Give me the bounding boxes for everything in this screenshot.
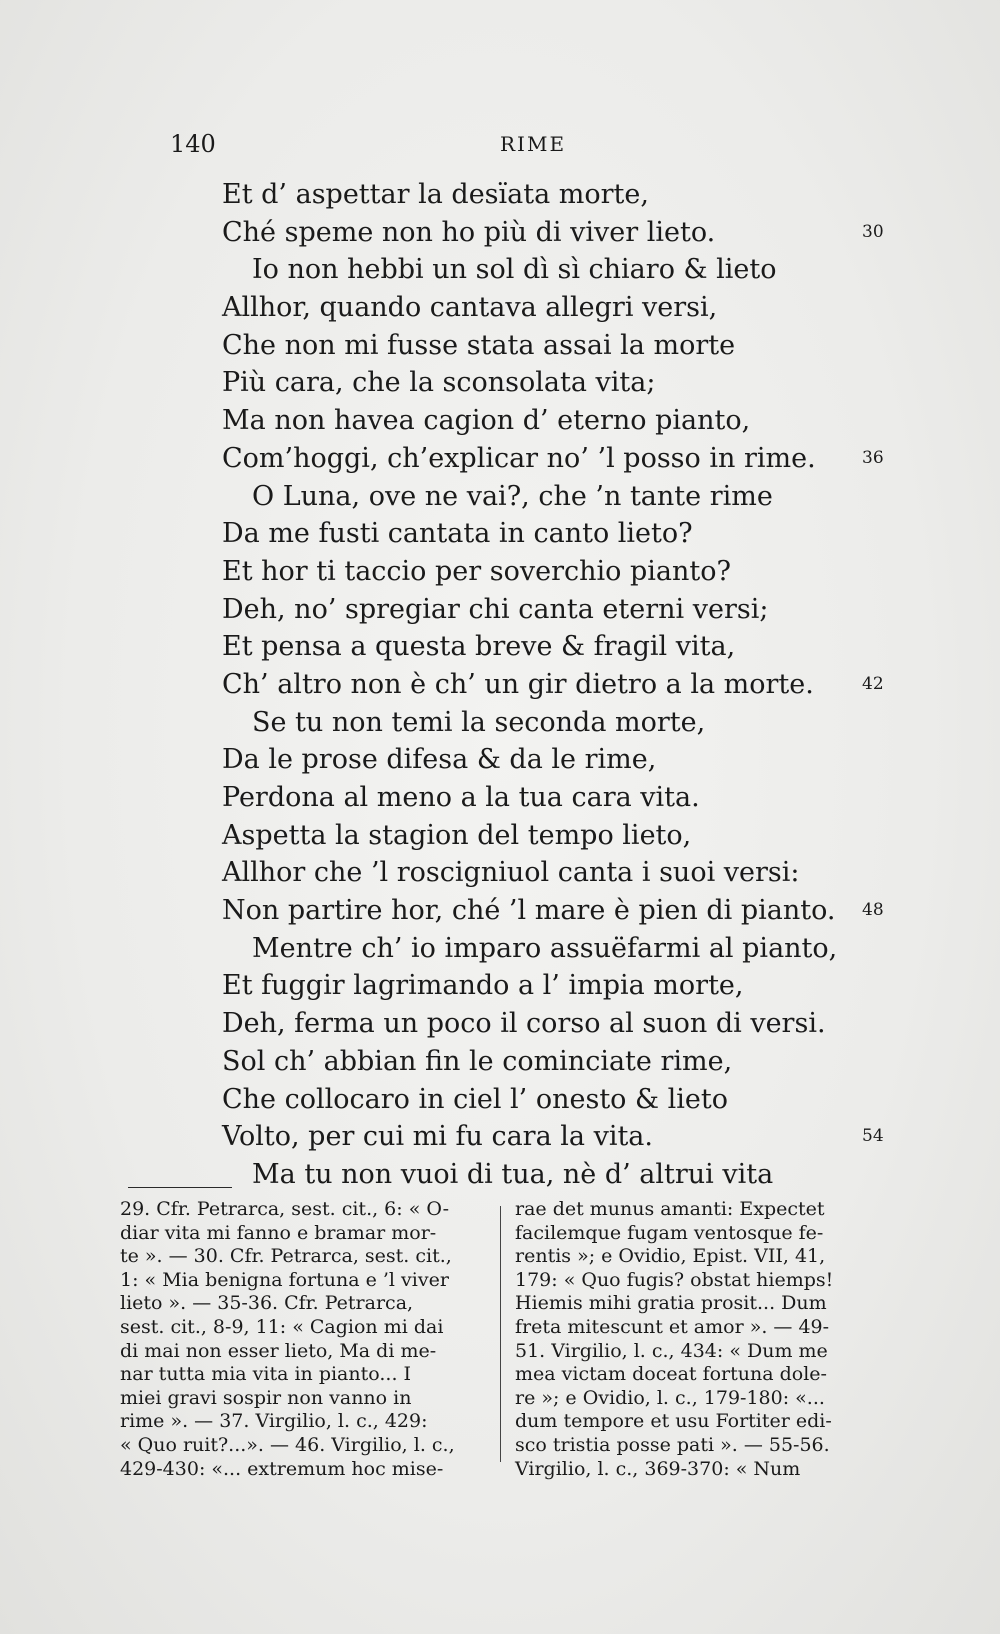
footnote-line: 1: « Mia benigna fortuna e ’l viver (120, 1268, 449, 1291)
verse-line (0, 176, 1000, 214)
verse-line (0, 402, 1000, 440)
verse-text: Com’hoggi, ch’explicar no’ ’l posso in rime. (222, 442, 816, 474)
footnote-line: dum tempore et usu Fortiter edi- (515, 1410, 832, 1433)
verse-text: Io non hebbi un sol dì sì chiaro & lieto (252, 254, 777, 286)
verse-text: Ché speme non ho più di viver lieto. (222, 216, 716, 248)
footnotes-left-column (120, 1198, 485, 1481)
verse-text: Non partire hor, ché ’l mare è pien di pianto. (222, 895, 836, 927)
verse-line (0, 666, 1000, 704)
verse-line (0, 364, 1000, 402)
page-number: 140 (170, 130, 216, 158)
verse-text: Et pensa a questa breve & fragil vita, (222, 631, 736, 663)
line-number: 42 (862, 673, 884, 694)
verse-line (0, 1005, 1000, 1043)
footnote-line: lieto ». — 35-36. Cfr. Petrarca, (120, 1292, 414, 1315)
verse-text: Ma tu non vuoi di tua, nè d’ altrui vita (252, 1158, 774, 1190)
verse-line (0, 1043, 1000, 1081)
verse-text: Aspetta la stagion del tempo lieto, (222, 819, 692, 851)
footnote-line: 179: « Quo fugis? obstat hiemps! (515, 1268, 834, 1291)
footnote-line: 51. Virgilio, l. c., 434: « Dum me (515, 1339, 828, 1362)
verse-text: Da le prose difesa & da le rime, (222, 744, 657, 776)
verse-line (0, 591, 1000, 629)
footnote-rule (128, 1187, 232, 1188)
verse-text: Che collocaro in ciel l’ onesto & lieto (222, 1083, 728, 1115)
verse-text: Più cara, che la sconsolata vita; (222, 367, 656, 399)
verse-text: Allhor, quando cantava allegri versi, (222, 292, 718, 324)
verse-line (0, 967, 1000, 1005)
footnote-line: freta mitescunt et amor ». — 49- (515, 1315, 830, 1338)
footnote-line: Hiemis mihi gratia prosit... Dum (515, 1292, 827, 1315)
verse-line (0, 289, 1000, 327)
verse-text: Et fuggir lagrimando a l’ impia morte, (222, 970, 744, 1002)
footnote-line: rae det munus amanti: Expectet (515, 1198, 825, 1220)
verse-text: Ma non havea cagion d’ eterno pianto, (222, 405, 751, 437)
verse-text: Ch’ altro non è ch’ un gir dietro a la morte. (222, 668, 814, 700)
footnotes-right-column (515, 1198, 880, 1481)
verse-line (0, 327, 1000, 365)
verse-text: Che non mi fusse stata assai la morte (222, 329, 736, 361)
verse-line (0, 251, 1000, 289)
verse-line (0, 892, 1000, 930)
verse-text: Allhor che ’l roscigniuol canta i suoi versi: (222, 857, 800, 889)
verse-line (0, 704, 1000, 742)
verse-text: Sol ch’ abbian fin le cominciate rime, (222, 1045, 733, 1077)
verse-line (0, 478, 1000, 516)
line-number: 36 (862, 447, 884, 468)
verse-line (0, 440, 1000, 478)
footnote-line: sest. cit., 8-9, 11: « Cagion mi dai (120, 1315, 444, 1338)
verse-text: Deh, ferma un poco il corso al suon di versi. (222, 1008, 826, 1040)
verse-line (0, 553, 1000, 591)
verse-line (0, 214, 1000, 252)
page-header (170, 130, 850, 160)
footnote-line: rentis »; e Ovidio, Epist. VII, 41, (515, 1245, 826, 1268)
footnote-line: mea victam doceat fortuna dole- (515, 1363, 827, 1386)
line-number: 30 (862, 221, 884, 242)
footnote-line: rime ». — 37. Virgilio, l. c., 429: (120, 1410, 428, 1433)
footnote-line: miei gravi sospir non vanno in (120, 1386, 412, 1409)
poem-text (0, 176, 1000, 1194)
verse-text: Et d’ aspettar la desïata morte, (222, 179, 649, 210)
verse-line (0, 817, 1000, 855)
footnote-line: Virgilio, l. c., 369-370: « Num (515, 1457, 801, 1480)
verse-line (0, 930, 1000, 968)
footnote-line: di mai non esser lieto, Ma di me- (120, 1339, 437, 1362)
footnote-line: te ». — 30. Cfr. Petrarca, sest. cit., (120, 1245, 452, 1268)
footnote-line: re »; e Ovidio, l. c., 179-180: «... (515, 1386, 825, 1409)
verse-text: Volto, per cui mi fu cara la vita. (222, 1121, 653, 1153)
verse-line (0, 779, 1000, 817)
verse-text: Et hor ti taccio per soverchio pianto? (222, 555, 731, 587)
verse-line (0, 628, 1000, 666)
footnote-line: sco tristia posse pati ». — 55-56. (515, 1433, 830, 1456)
verse-line (0, 854, 1000, 892)
verse-text: Da me fusti cantata in canto lieto? (222, 518, 693, 550)
verse-text: Se tu non temi la seconda morte, (252, 706, 706, 738)
verse-line (0, 1118, 1000, 1156)
verse-line (0, 741, 1000, 779)
verse-text: Deh, no’ spregiar chi canta eterni versi; (222, 593, 769, 625)
footnote-line: 29. Cfr. Petrarca, sest. cit., 6: « O- (120, 1198, 450, 1220)
verse-text: Perdona al meno a la tua cara vita. (222, 782, 700, 813)
verse-line (0, 515, 1000, 553)
running-head: RIME (500, 132, 567, 156)
line-number: 54 (862, 1126, 884, 1147)
verse-text: Mentre ch’ io imparo assuëfarmi al pianto, (252, 932, 838, 964)
verse-text: O Luna, ove ne vai?, che ’n tante rime (252, 480, 773, 512)
footnote-line: 429-430: «... extremum hoc mise- (120, 1457, 444, 1480)
footnotes (120, 1198, 880, 1480)
footnote-line: « Quo ruit?...». — 46. Virgilio, l. c., (120, 1433, 455, 1456)
line-number: 48 (862, 900, 884, 921)
footnote-line: diar vita mi fanno e bramar mor- (120, 1221, 437, 1244)
verse-line (0, 1081, 1000, 1119)
footnote-line: nar tutta mia vita in pianto... I (120, 1363, 412, 1386)
column-divider (500, 1206, 501, 1462)
footnote-line: facilemque fugam ventosque fe- (515, 1221, 824, 1244)
